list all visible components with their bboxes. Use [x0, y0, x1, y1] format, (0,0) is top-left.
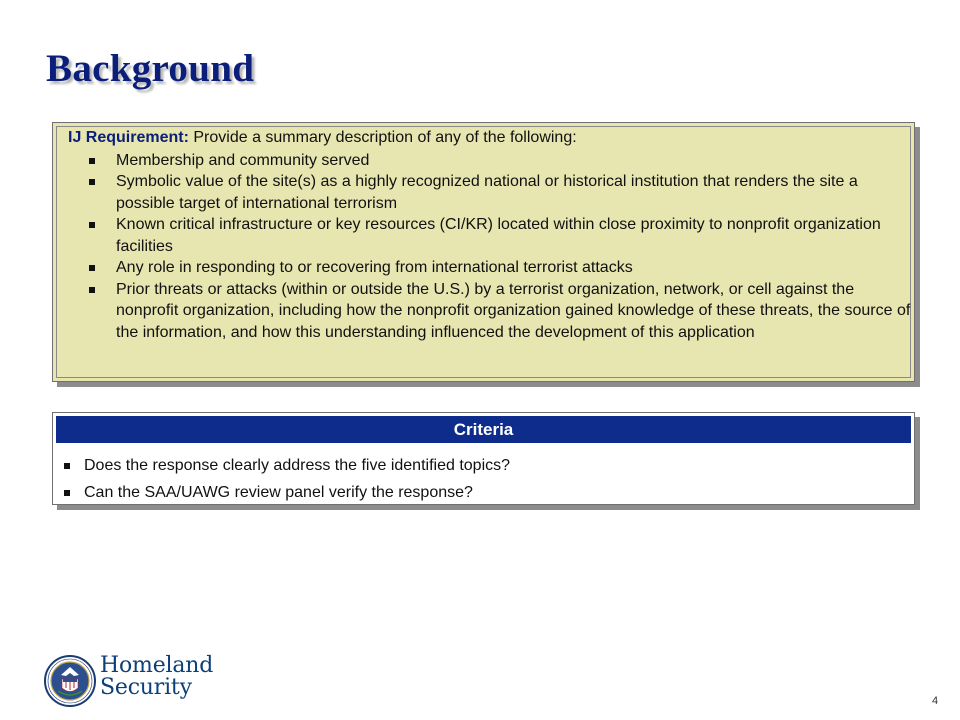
list-item — [68, 257, 913, 279]
requirement-item-text: Known critical infrastructure or key resources (CI/KR) located within close proximity to nonprofit organization facilities — [116, 216, 881, 255]
square-bullet-icon — [89, 158, 95, 164]
criteria-list — [61, 452, 906, 506]
list-item — [61, 479, 906, 506]
square-bullet-icon — [89, 265, 95, 271]
requirement-item-text: Membership and community served — [116, 151, 370, 169]
requirement-heading — [68, 127, 913, 149]
list-item — [68, 214, 913, 257]
requirement-item-text: Symbolic value of the site(s) as a highly recognized national or historical institution that renders the site a possible target of international terrorism — [116, 173, 858, 212]
requirement-item-text: Any role in responding to or recovering from international terrorist attacks — [116, 259, 633, 276]
dhs-seal-icon — [44, 655, 96, 707]
square-bullet-icon — [89, 287, 95, 293]
requirement-text — [68, 127, 913, 343]
slide-title: Background — [46, 47, 255, 90]
list-item — [68, 150, 913, 172]
square-bullet-icon — [64, 490, 70, 496]
square-bullet-icon — [89, 222, 95, 228]
logo-text-security: Security — [100, 675, 192, 700]
criteria-item-text: Can the SAA/UAWG review panel verify the response? — [84, 484, 473, 501]
requirement-list — [68, 150, 913, 344]
requirement-intro: Provide a summary description of any of the following: — [188, 129, 577, 146]
criteria-item-text: Does the response clearly address the five identified topics? — [84, 457, 511, 474]
square-bullet-icon — [64, 463, 70, 469]
logo-text-homeland: Homeland — [100, 653, 214, 678]
criteria-box — [52, 412, 915, 505]
list-item — [68, 171, 913, 214]
page-number: 4 — [932, 695, 939, 707]
requirement-label: IJ Requirement: — [68, 129, 189, 146]
square-bullet-icon — [89, 179, 95, 185]
requirement-item-text: Prior threats or attacks (within or outside the U.S.) by a terrorist organization, network, or cell against the nonprofit organization, including how the nonprofit organization gained knowledge of these threats, the source of the information, and how this understanding influenced the development of this application — [116, 280, 911, 341]
list-item — [68, 279, 913, 344]
criteria-header: Criteria — [56, 416, 911, 443]
requirement-box — [52, 122, 915, 382]
list-item — [61, 452, 906, 479]
